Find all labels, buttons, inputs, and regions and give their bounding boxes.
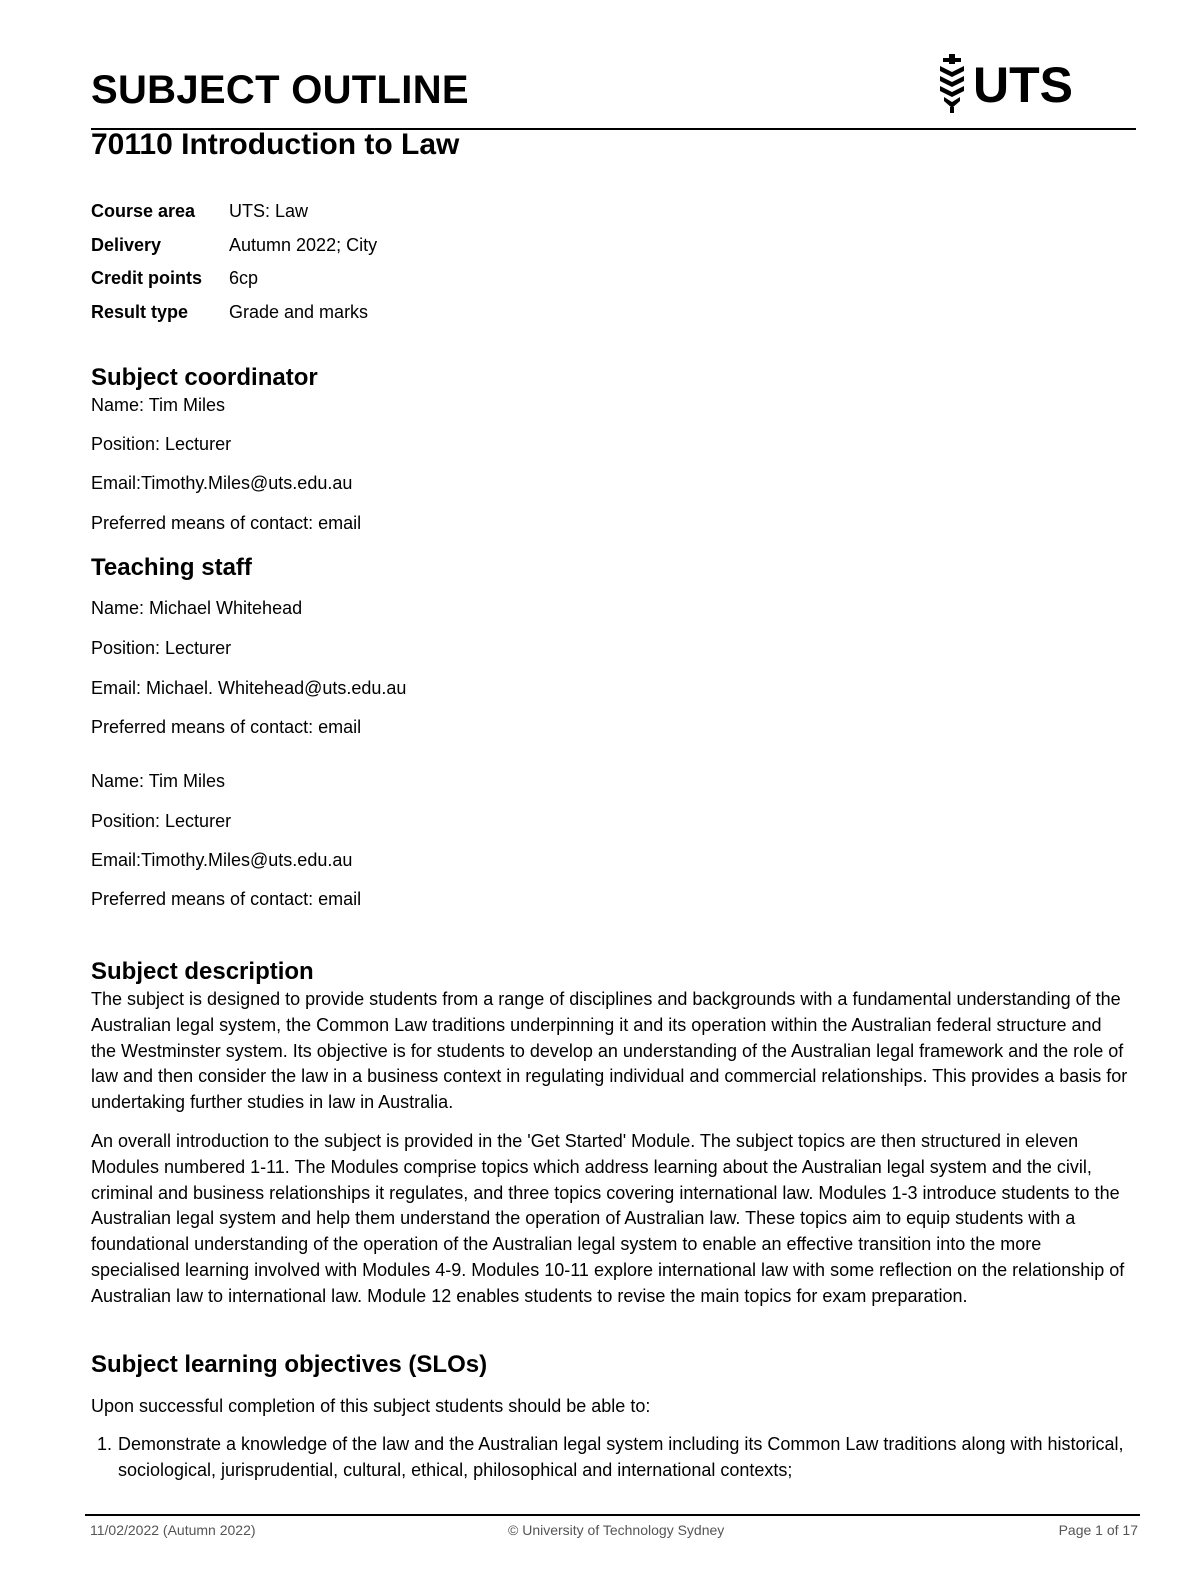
teaching-staff-heading: Teaching staff	[91, 554, 252, 581]
slo-heading: Subject learning objectives (SLOs)	[91, 1351, 488, 1378]
meta-row	[91, 229, 377, 263]
subject-title: 70110 Introduction to Law	[91, 128, 460, 161]
staff-name: Name: Tim Miles	[91, 771, 226, 791]
description-heading: Subject description	[91, 958, 314, 985]
meta-row	[91, 296, 377, 330]
footer-copyright: © University of Technology Sydney	[508, 1522, 725, 1538]
coordinator-position: Position: Lecturer	[91, 434, 232, 454]
description-paragraph: The subject is designed to provide students from a range of disciplines and backgrounds with a fundamental understanding of the Australian legal system, the Common Law traditions underpinning it and its operation within the Australian federal structure and the Westminster system. Its objective is for students to develop an understanding of the Australian legal framework and the role of law and then consider the law in a business context in regulating individual and commercial relationships. This provides a basis for undertaking further studies in law in Australia.	[91, 989, 1128, 1113]
meta-value: Grade and marks	[229, 301, 369, 322]
footer-page-number: Page 1 of 17	[1058, 1522, 1138, 1538]
slo-text: Demonstrate a knowledge of the law and the Australian legal system including its Common Law traditions along with historical, sociological, jurisprudential, cultural, ethical, philosophical and international contexts;	[118, 1434, 1124, 1480]
description-paragraph: An overall introduction to the subject is provided in the 'Get Started' Module. The subject topics are then structured in eleven Modules numbered 1-11. The Modules comprise topics which address learning about the Australian legal system and the civil, criminal and business relationships it regulates, and three topics covering international law. Modules 1-3 introduce students to the Australian legal system and help them understand the operation of Australian law. These topics aim to equip students with a foundational understanding of the operation of the Australian legal system to enable an effective transition into the more specialised learning involved with Modules 4-9. Modules 10-11 explore international law with some reflection on the relationship of Australian law to international law. Module 12 enables students to revise the main topics for exam preparation.	[91, 1131, 1125, 1306]
slo-number: 1.	[97, 1434, 113, 1454]
footer-date: 11/02/2022 (Autumn 2022)	[90, 1522, 256, 1538]
staff-position: Position: Lecturer	[91, 638, 232, 658]
uts-logo	[932, 52, 1092, 118]
meta-row	[91, 262, 377, 296]
staff-name: Name: Michael Whitehead	[91, 598, 303, 618]
logo-text: UTS	[973, 57, 1073, 113]
meta-label: Delivery	[91, 234, 162, 255]
meta-row	[91, 195, 377, 229]
meta-label: Credit points	[91, 268, 202, 289]
page-footer	[85, 1514, 1140, 1546]
meta-label: Result type	[91, 301, 189, 322]
subject-meta-table	[91, 195, 377, 329]
coordinator-name: Name: Tim Miles	[91, 395, 226, 415]
document-title: SUBJECT OUTLINE	[91, 68, 469, 112]
slo-intro: Upon successful completion of this subject students should be able to:	[91, 1396, 651, 1416]
meta-value: 6cp	[229, 268, 259, 289]
coordinator-email: Email:Timothy.Miles@uts.edu.au	[91, 473, 353, 493]
meta-label: Course area	[91, 201, 196, 222]
staff-email: Email: Michael. Whitehead@uts.edu.au	[91, 678, 407, 698]
page-header	[91, 57, 1136, 130]
meta-value: Autumn 2022; City	[229, 234, 378, 255]
meta-value: UTS: Law	[229, 201, 309, 222]
staff-contact: Preferred means of contact: email	[91, 717, 362, 737]
slo-list-item	[91, 1431, 1131, 1483]
staff-position: Position: Lecturer	[91, 811, 232, 831]
staff-contact: Preferred means of contact: email	[91, 889, 362, 909]
coordinator-heading: Subject coordinator	[91, 364, 318, 391]
coordinator-contact: Preferred means of contact: email	[91, 513, 362, 533]
staff-email: Email:Timothy.Miles@uts.edu.au	[91, 850, 353, 870]
